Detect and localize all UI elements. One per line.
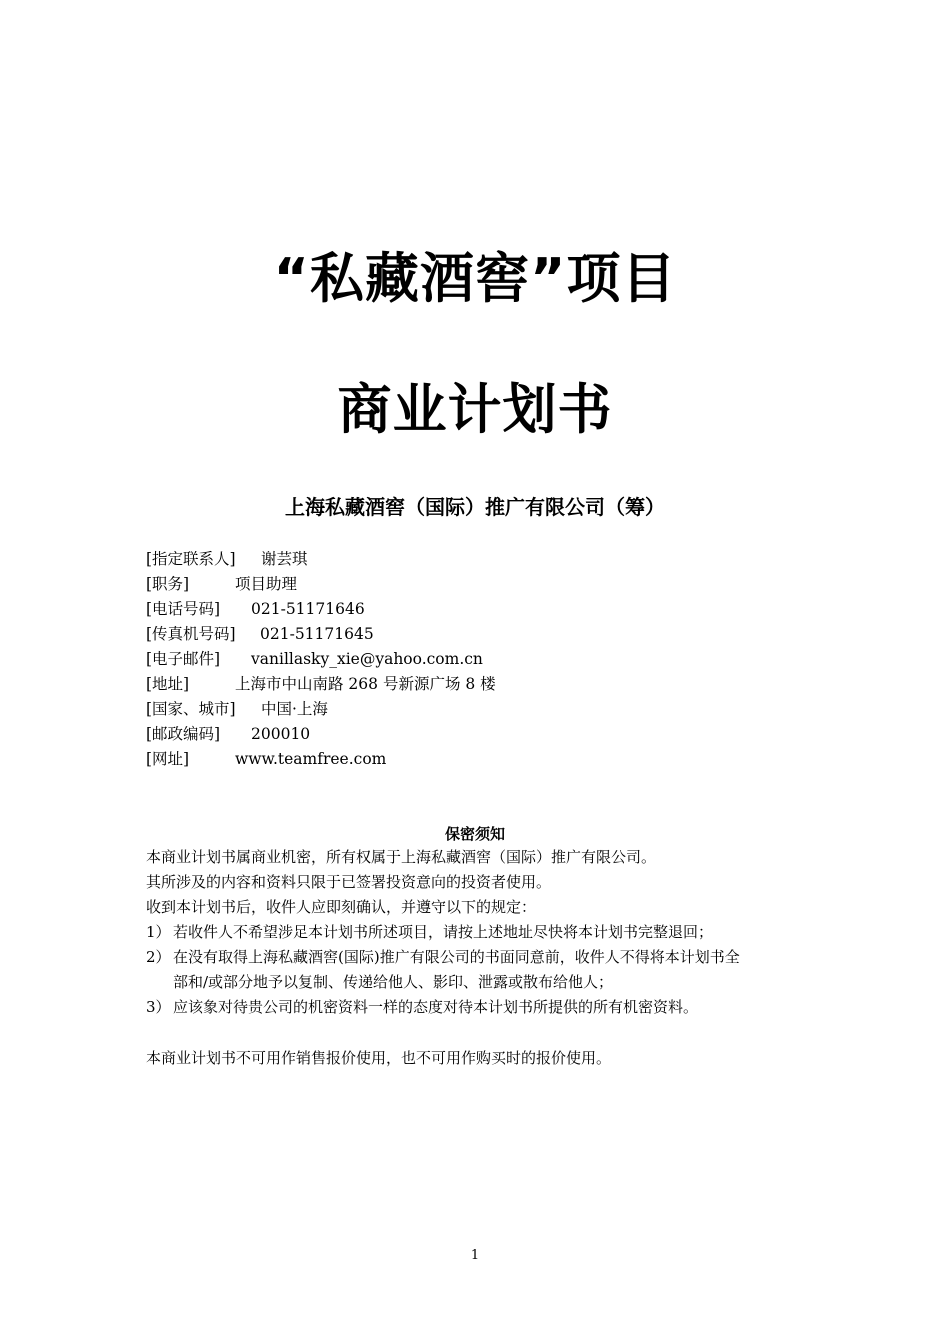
document-title-line2: 商业计划书 (337, 378, 613, 441)
contact-label: [传真机号码] (146, 625, 236, 643)
item-text: 应该象对待贵公司的机密资料一样的态度对待本计划书所提供的所有机密资料。 (173, 998, 699, 1016)
contact-value: vanillasky_xie@yahoo.com.cn (251, 650, 483, 668)
contact-label: [电子邮件] (146, 650, 221, 668)
contact-value: 项目助理 (235, 575, 298, 593)
contact-value: 200010 (251, 725, 311, 743)
notice-line: 其所涉及的内容和资料只限于已签署投资意向的投资者使用。 (146, 873, 552, 891)
contact-label: [职务] (146, 575, 190, 593)
item-number: 2） (146, 948, 171, 966)
page-number: 1 (470, 1248, 480, 1263)
item-text: 在没有取得上海私藏酒窖(国际)推广有限公司的书面同意前，收件人不得将本计划书全 (173, 948, 740, 966)
item-text-continued: 部和/或部分地予以复制、传递给他人、影印、泄露或散布给他人； (173, 973, 614, 991)
notice-item (146, 995, 826, 1020)
company-name: 上海私藏酒窖（国际）推广有限公司（筹） (285, 495, 665, 519)
confidentiality-notice (146, 845, 826, 1020)
confidentiality-heading: 保密须知 (444, 825, 505, 843)
notice-line: 本商业计划书属商业机密，所有权属于上海私藏酒窖（国际）推广有限公司。 (146, 848, 657, 866)
contact-label: [网址] (146, 750, 190, 768)
contact-label: [邮政编码] (146, 725, 221, 743)
pricing-note: 本商业计划书不可用作销售报价使用，也不可用作购买时的报价使用。 (146, 1049, 612, 1067)
contact-value: 谢芸琪 (261, 550, 308, 568)
contact-label: [国家、城市] (146, 700, 236, 718)
item-number: 3） (146, 998, 171, 1016)
contact-label: [电话号码] (146, 600, 221, 618)
contact-label: [地址] (146, 675, 190, 693)
contact-value: 021-51171646 (251, 600, 365, 618)
item-text: 若收件人不希望涉足本计划书所述项目，请按上述地址尽快将本计划书完整退回； (173, 923, 714, 941)
item-number: 1） (146, 923, 171, 941)
contact-value: 中国·上海 (261, 700, 328, 718)
notice-item (146, 920, 826, 945)
document-title-line1: “私藏酒窖”项目 (273, 247, 677, 310)
contact-value: 021-51171645 (260, 625, 374, 643)
notice-item (146, 945, 826, 995)
notice-line: 收到本计划书后，收件人应即刻确认，并遵守以下的规定： (146, 898, 537, 916)
contact-value: 上海市中山南路 268 号新源广场 8 楼 (235, 675, 496, 693)
contact-value: www.teamfree.com (235, 750, 387, 768)
contact-label: [指定联系人] (146, 550, 236, 568)
